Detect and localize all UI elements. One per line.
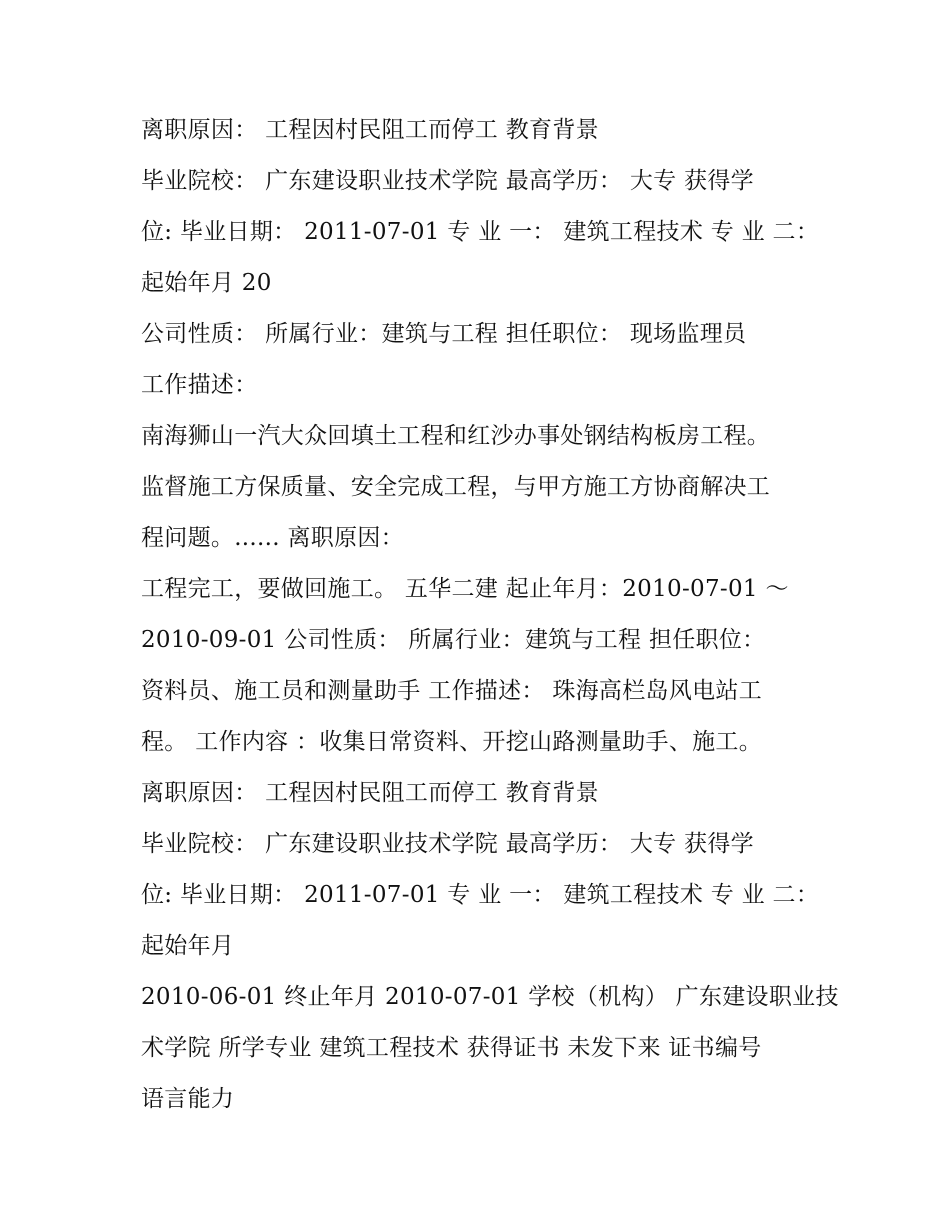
text-line: 离职原因： 工程因村民阻工而停工 教育背景 [141,117,599,143]
text-line: 工程完工，要做回施工。 五华二建 起止年月：2010-07-01 ～ [141,576,789,602]
text-line: 程。 工作内容 ：收集日常资料、开挖山路测量助手、施工。 [141,729,763,755]
text-line: 毕业院校： 广东建设职业技术学院 最高学历： 大专 获得学 [141,831,754,857]
text-line: 毕业院校： 广东建设职业技术学院 最高学历： 大专 获得学 [141,168,754,194]
text-line: 术学院 所学专业 建筑工程技术 获得证书 未发下来 证书编号 [141,1035,762,1061]
text-line: 离职原因： 工程因村民阻工而停工 教育背景 [141,780,599,806]
text-line: 程问题。...... 离职原因： [141,525,404,551]
text-line: 工作描述： [141,372,258,398]
text-line: 资料员、施工员和测量助手 工作描述： 珠海高栏岛风电站工 [141,678,763,704]
text-line: 2010-06-01 终止年月 2010-07-01 学校（机构） 广东建设职业技 [141,984,839,1010]
text-line: 监督施工方保质量、安全完成工程，与甲方施工方协商解决工 [141,474,771,500]
text-line: 公司性质： 所属行业：建筑与工程 担任职位： 现场监理员 [141,321,747,347]
text-line: 南海狮山一汽大众回填土工程和红沙办事处钢结构板房工程。 [141,423,771,449]
text-line: 位: 毕业日期： 2011-07-01 专 业 一： 建筑工程技术 专 业 二： [141,882,820,908]
text-line: 位: 毕业日期： 2011-07-01 专 业 一： 建筑工程技术 专 业 二： [141,219,820,245]
document-body [141,107,839,1127]
text-line: 语言能力 [141,1086,235,1112]
text-line: 2010-09-01 公司性质： 所属行业：建筑与工程 担任职位： [141,627,766,653]
text-line: 起始年月 [141,933,235,959]
text-line: 起始年月 20 [141,270,272,296]
